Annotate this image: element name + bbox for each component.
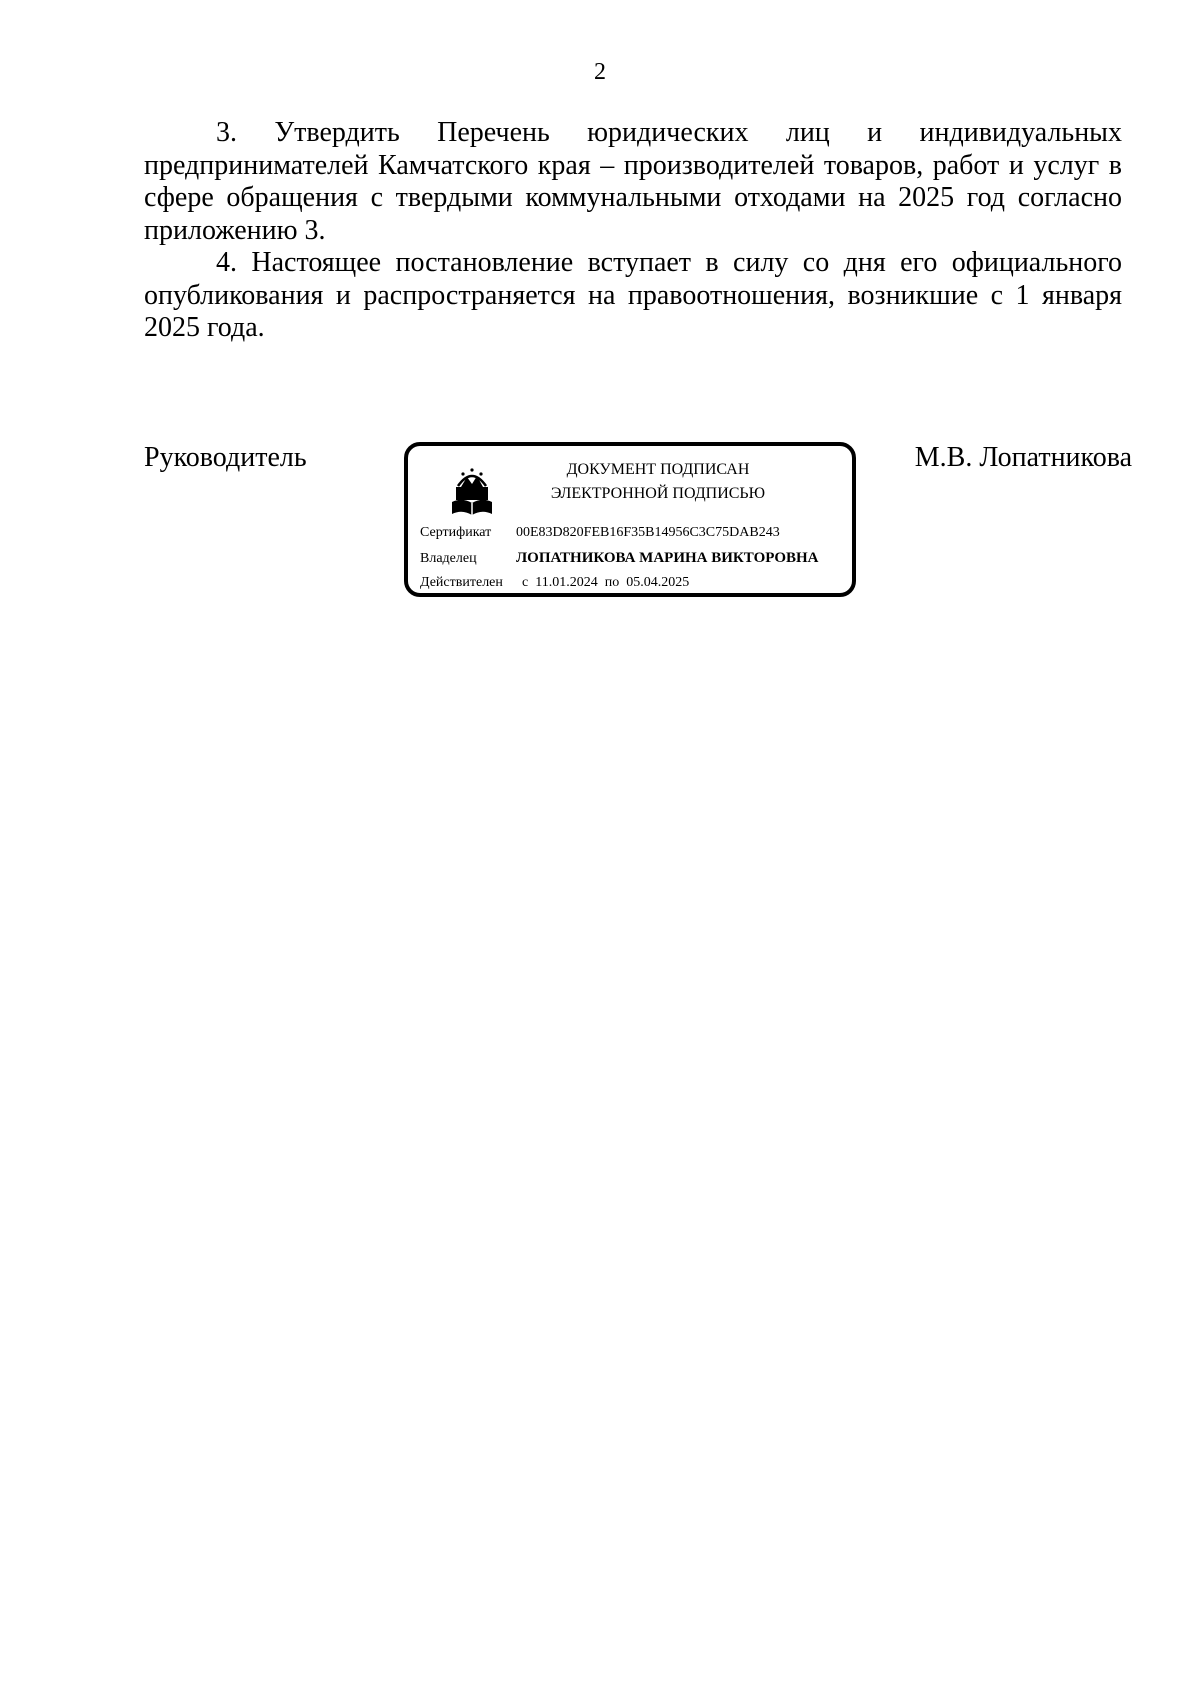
stamp-owner-row bbox=[420, 548, 819, 569]
kamchatka-emblem-icon bbox=[444, 464, 500, 520]
certificate-value: 00E83D820FEB16F35B14956C3C75DAB243 bbox=[516, 525, 780, 540]
signer-role: Руководитель bbox=[144, 442, 307, 473]
paragraph-3: 3. Утвердить Перечень юридических лиц и индивидуальных предпринимателей Камчатского края – производителей товаров, работ и услуг в сфере обращения с твердыми коммунальными отходами на 2025 год согласно приложению 3. bbox=[144, 117, 1122, 246]
stamp-title-line-2: ЭЛЕКТРОННОЙ ПОДПИСЬЮ bbox=[550, 485, 766, 502]
valid-to-prefix: по bbox=[604, 575, 620, 590]
stamp-title bbox=[508, 458, 808, 506]
owner-value: ЛОПАТНИКОВА МАРИНА ВИКТОРОВНА bbox=[516, 550, 819, 566]
document-body bbox=[144, 117, 1122, 345]
electronic-signature-stamp bbox=[404, 442, 856, 597]
valid-from-date: 11.01.2024 bbox=[535, 575, 598, 590]
owner-label: Владелец bbox=[420, 551, 477, 566]
stamp-certificate-row bbox=[420, 523, 780, 543]
valid-from-prefix: с bbox=[522, 575, 529, 590]
signer-name: М.В. Лопатникова bbox=[914, 442, 1132, 473]
valid-label: Действителен bbox=[420, 575, 503, 590]
stamp-title-line-1: ДОКУМЕНТ ПОДПИСАН bbox=[566, 461, 750, 478]
paragraph-4: 4. Настоящее постановление вступает в силу со дня его официального опубликования и распространяется на правоотношения, возникшие с 1 января 2025 года. bbox=[144, 247, 1122, 343]
certificate-label: Сертификат bbox=[420, 525, 492, 540]
stamp-validity-row bbox=[420, 573, 689, 593]
valid-to-date: 05.04.2025 bbox=[626, 575, 690, 590]
page-number: 2 bbox=[594, 59, 606, 85]
